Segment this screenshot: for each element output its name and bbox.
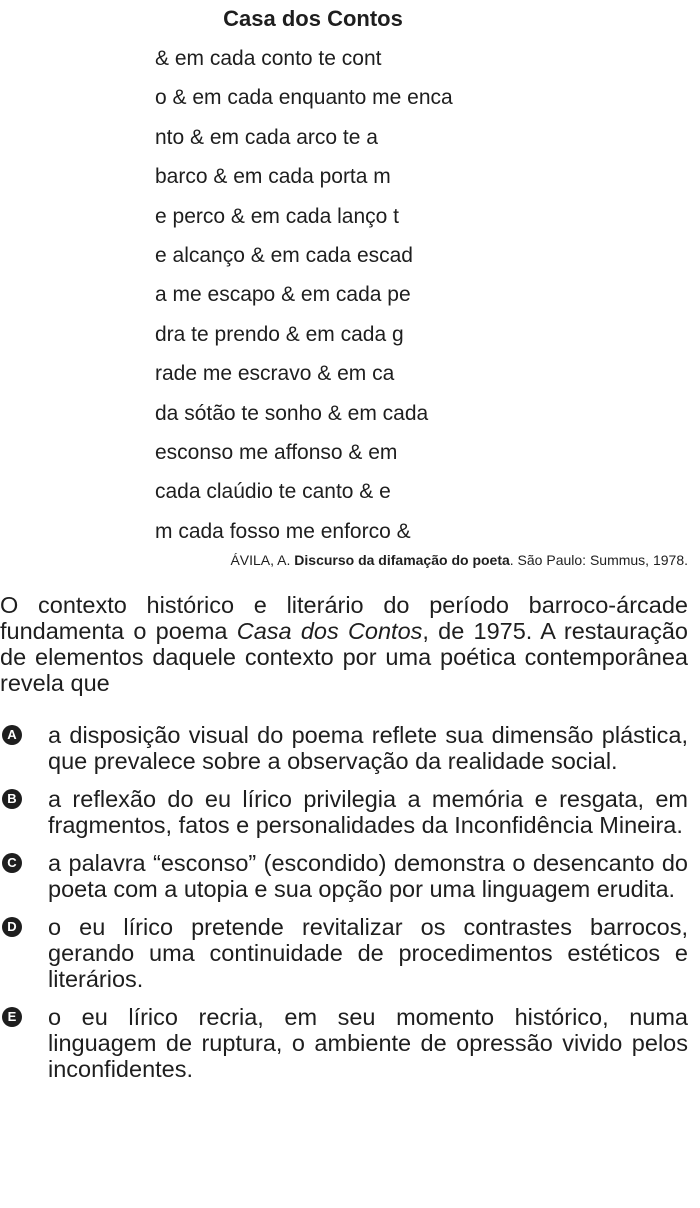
poem-line: da sótão te sonho & em cada: [155, 401, 429, 425]
poem-body: [155, 44, 453, 556]
question-poem-title: Casa dos Contos: [236, 618, 423, 644]
poem-line: rade me escravo & em ca: [155, 362, 395, 386]
option-letter-c: C: [2, 853, 22, 873]
poem-line: e perco & em cada lanço t: [155, 204, 399, 228]
poem-line: cada claúdio te canto & e: [155, 480, 391, 504]
source-citation: [230, 550, 688, 570]
citation-publisher: . São Paulo: Summus, 1978.: [509, 552, 688, 568]
option-c[interactable]: [0, 850, 688, 902]
poem-line: m cada fosso me enforco &: [155, 519, 411, 543]
option-text-b: a reflexão do eu lírico privilegia a memória e resgata, em fragmentos, fatos e personalidades da Inconfidência Mineira.: [48, 786, 688, 838]
poem-line: esconso me affonso & em: [155, 440, 398, 464]
option-text-d: o eu lírico pretende revitalizar os contrastes barrocos, gerando uma continuidade de procedimentos estéticos e literários.: [48, 914, 688, 992]
option-text-c: a palavra “esconso” (escondido) demonstra o desencanto do poeta com a utopia e sua opção por uma linguagem erudita.: [48, 850, 688, 902]
option-a[interactable]: [0, 722, 688, 774]
citation-author: ÁVILA, A.: [230, 552, 295, 568]
option-d[interactable]: [0, 914, 688, 992]
poem-line: dra te prendo & em cada g: [155, 322, 404, 346]
answer-options: [0, 722, 688, 1082]
poem-line: barco & em cada porta m: [155, 165, 391, 189]
option-text-e: o eu lírico recria, em seu momento histórico, numa linguagem de ruptura, o ambiente de opressão vivido pelos inconfidentes.: [48, 1004, 688, 1082]
option-letter-b: B: [2, 789, 22, 809]
question-text: O contexto histórico e literário do período barroco-árcade fundamenta o poema: [0, 592, 688, 644]
poem-line: e alcanço & em cada escad: [155, 243, 413, 267]
option-letter-d: D: [2, 917, 22, 937]
question-text-end: , de 1975. A restauração de elementos daquele contexto por uma poética contemporânea revela que: [0, 618, 688, 696]
poem-line: nto & em cada arco te a: [155, 125, 378, 149]
poem-line: o & em cada enquanto me enca: [155, 86, 453, 110]
poem-title: Casa dos Contos: [223, 6, 403, 31]
poem-line: & em cada conto te cont: [155, 47, 382, 70]
option-b[interactable]: [0, 786, 688, 838]
citation-work: Discurso da difamação do poeta: [294, 552, 510, 568]
question-stem: [0, 592, 688, 696]
option-text-a: a disposição visual do poema reflete sua dimensão plástica, que prevalece sobre a observação da realidade social.: [48, 722, 688, 774]
option-e[interactable]: [0, 1004, 688, 1082]
option-letter-a: A: [2, 725, 22, 745]
poem-line: a me escapo & em cada pe: [155, 283, 411, 307]
option-letter-e: E: [2, 1007, 22, 1027]
